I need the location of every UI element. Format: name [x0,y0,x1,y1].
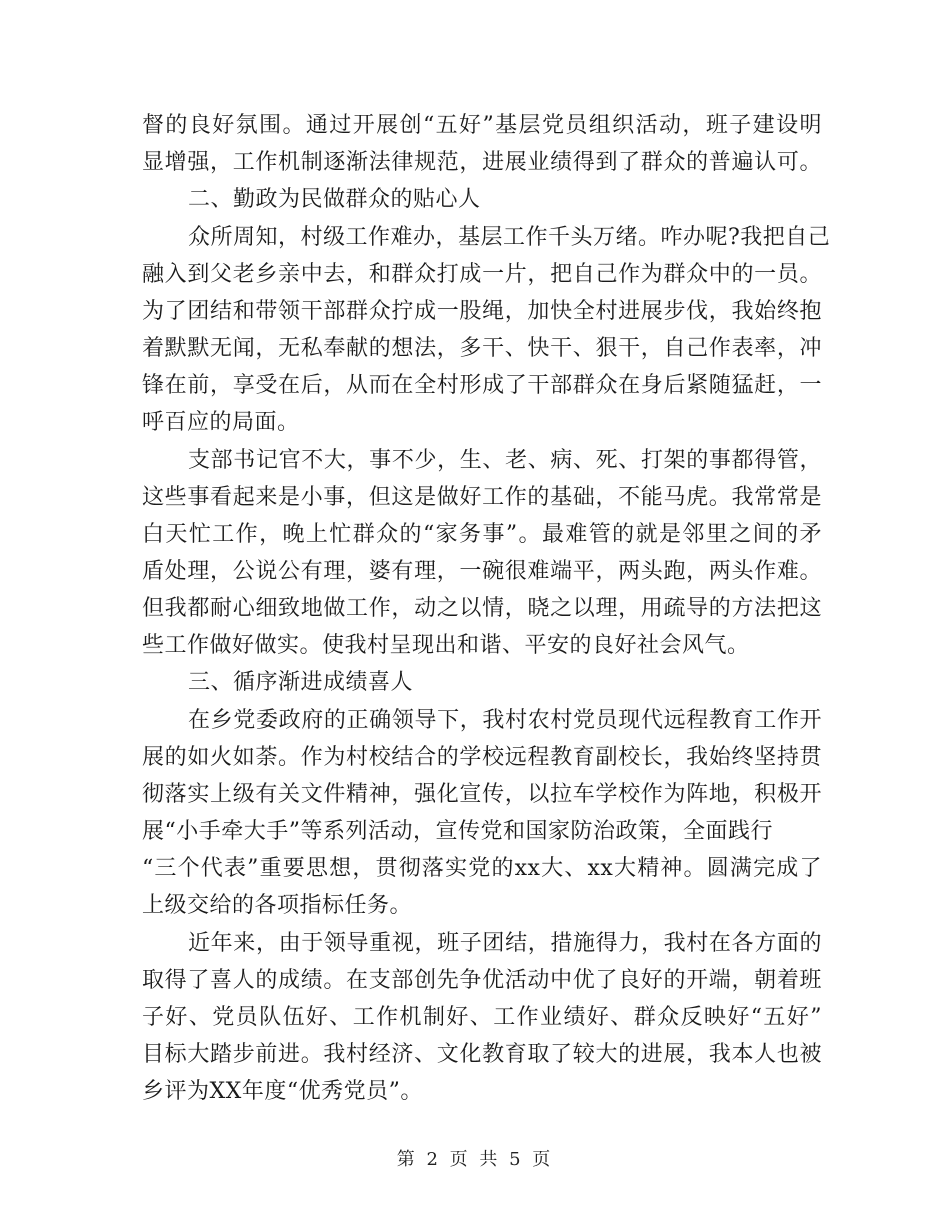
text-line: 展的如火如荼。作为村校结合的学校远程教育副校长，我始终坚持贯 [142,745,822,770]
text-line: 在乡党委政府的正确领导下，我村农村党员现代远程教育工作开 [188,708,822,733]
text-line: “三个代表”重要思想，贯彻落实党的xx大、xx大精神。圆满完成了 [142,856,822,881]
page-number-footer: 第 2 页 共 5 页 [396,1149,554,1170]
text-line: 显增强，工作机制逐渐法律规范，进展业绩得到了群众的普遍认可。 [142,150,822,175]
text-line: 这些事看起来是小事，但这是做好工作的基础，不能马虎。我常常是 [142,485,822,510]
text-line: 乡评为XX年度“优秀党员”。 [142,1079,423,1104]
section-heading: 二、勤政为民做群众的贴心人 [188,187,481,212]
text-line: 支部书记官不大，事不少，生、老、病、死、打架的事都得管， [188,448,822,473]
text-line: 彻落实上级有关文件精神，强化宣传，以拉车学校作为阵地，积极开 [142,782,822,807]
text-line: 取得了喜人的成绩。在支部创先争优活动中优了良好的开端，朝着班 [142,968,822,993]
text-line: 锋在前，享受在后，从而在全村形成了干部群众在身后紧随猛赶，一 [142,373,822,398]
text-line: 但我都耐心细致地做工作，动之以情，晓之以理，用疏导的方法把这 [142,596,822,621]
text-line: 着默默无闻，无私奉献的想法，多干、快干、狠干，自己作表率，冲 [142,336,822,361]
text-line: 盾处理，公说公有理，婆有理，一碗很难端平，两头跑，两头作难。 [142,559,822,584]
text-line: 展“小手牵大手”等系列活动，宣传党和国家防治政策，全面践行 [142,819,773,844]
text-line: 督的良好氛围。通过开展创“五好”基层党员组织活动，班子建设明 [142,113,822,138]
text-line: 目标大踏步前进。我村经济、文化教育取了较大的进展，我本人也被 [142,1042,822,1067]
text-line: 上级交给的各项指标任务。 [142,893,413,918]
text-line: 近年来，由于领导重视，班子团结，措施得力，我村在各方面的 [188,931,822,956]
text-line: 呼百应的局面。 [142,410,300,435]
text-line: 子好、党员队伍好、工作机制好、工作业绩好、群众反映好“五好” [142,1005,822,1030]
text-line: 白天忙工作，晚上忙群众的“家务事”。最难管的就是邻里之间的矛 [142,522,822,547]
text-line: 众所周知，村级工作难办，基层工作千头万绪。咋办呢?我把自己 [188,225,831,250]
text-line: 为了团结和带领干部群众拧成一股绳，加快全村进展步伐，我始终抱 [142,299,822,324]
text-line: 融入到父老乡亲中去，和群众打成一片，把自己作为群众中的一员。 [142,262,822,287]
section-heading: 三、循序渐进成绩喜人 [188,670,414,695]
text-line: 些工作做好做实。使我村呈现出和谐、平安的良好社会风气。 [142,633,750,658]
